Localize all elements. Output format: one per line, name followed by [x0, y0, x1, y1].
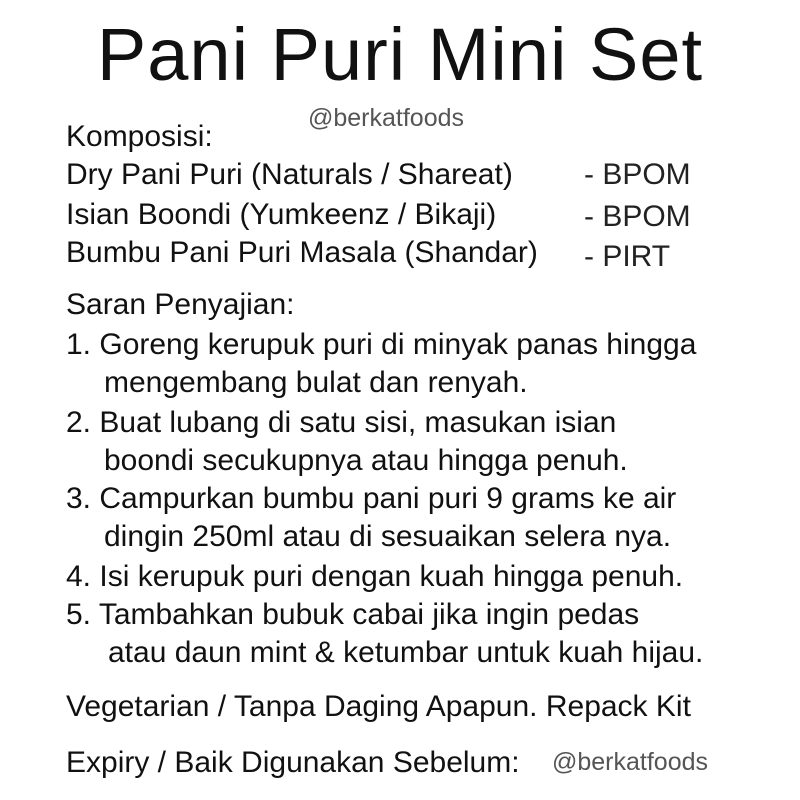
composition-heading: Komposisi: [66, 120, 213, 153]
watermark-handle-top: @berkatfoods [308, 104, 465, 132]
page-title: Pani Puri Mini Set [96, 13, 704, 96]
serving-step-1: 1. Goreng kerupuk puri di minyak panas hingga [66, 328, 697, 361]
serving-step-2-cont: boondi secukupnya atau hingga penuh. [104, 444, 628, 477]
expiry-label: Expiry / Baik Digunakan Sebelum: [66, 746, 520, 779]
composition-item-1-cert: - BPOM [584, 158, 691, 191]
composition-item-3: Bumbu Pani Puri Masala (Shandar) [66, 236, 538, 269]
watermark-handle-bottom: @berkatfoods [552, 748, 709, 776]
serving-heading: Saran Penyajian: [66, 288, 295, 321]
composition-item-2-cert: - BPOM [584, 200, 691, 233]
composition-item-3-cert: - PIRT [584, 240, 671, 273]
serving-step-3: 3. Campurkan bumbu pani puri 9 grams ke air [66, 482, 677, 515]
serving-step-3-cont: dingin 250ml atau di sesuaikan selera nya. [104, 520, 672, 553]
serving-step-1-cont: mengembang bulat dan renyah. [104, 366, 528, 399]
composition-item-2: Isian Boondi (Yumkeenz / Bikaji) [66, 198, 497, 231]
serving-step-5-cont: atau daun mint & ketumbar untuk kuah hijau. [108, 636, 704, 669]
vegetarian-note: Vegetarian / Tanpa Daging Apapun. Repack Kit [66, 690, 691, 723]
serving-step-5: 5. Tambahkan bubuk cabai jika ingin pedas [66, 598, 640, 631]
serving-step-4: 4. Isi kerupuk puri dengan kuah hingga penuh. [66, 560, 684, 593]
composition-item-1: Dry Pani Puri (Naturals / Shareat) [66, 158, 513, 191]
serving-step-2: 2. Buat lubang di satu sisi, masukan isian [66, 406, 617, 439]
